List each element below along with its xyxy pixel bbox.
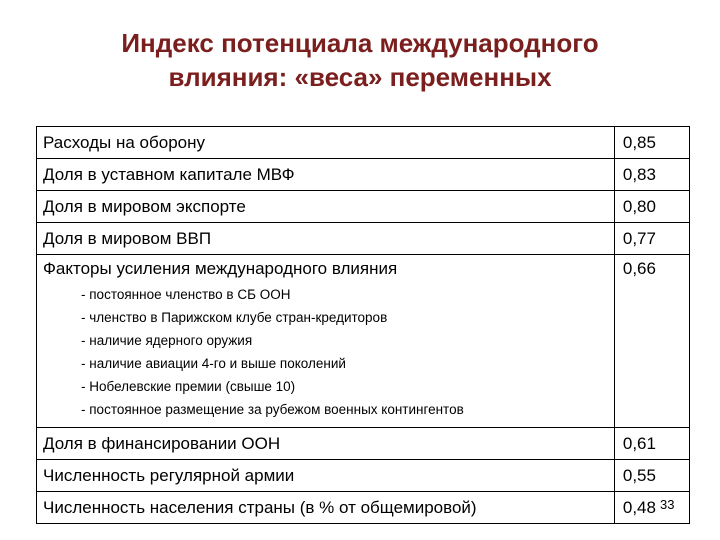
page-number: 33 bbox=[660, 497, 675, 512]
factors-label: Факторы усиления международного влияния bbox=[43, 259, 398, 278]
row-value: 0,55 bbox=[614, 460, 689, 492]
row-label: Численность регулярной армии bbox=[37, 460, 615, 492]
row-value: 0,77 bbox=[614, 223, 689, 255]
factors-value-cell bbox=[614, 255, 689, 428]
factors-cell bbox=[37, 255, 615, 428]
row-label: Численность населения страны (в % от общемировой) bbox=[37, 492, 615, 524]
table-row bbox=[37, 159, 690, 191]
row-value: 0,61 bbox=[614, 428, 689, 460]
title-line-1: Индекс потенциала международного bbox=[121, 28, 599, 58]
row-value: 0,80 bbox=[614, 191, 689, 223]
list-item: - постоянное размещение за рубежом военных контингентов bbox=[81, 402, 464, 417]
table-row bbox=[37, 127, 690, 159]
row-value: 0,83 bbox=[614, 159, 689, 191]
row-label: Расходы на оборону bbox=[37, 127, 615, 159]
table-row bbox=[37, 492, 690, 524]
row-label: Доля в финансировании ООН bbox=[37, 428, 615, 460]
weights-table bbox=[36, 126, 690, 524]
table-row bbox=[37, 460, 690, 492]
list-item: - наличие авиации 4-го и выше поколений bbox=[81, 356, 346, 371]
table-row bbox=[37, 223, 690, 255]
row-value: 0,85 bbox=[614, 127, 689, 159]
slide-title bbox=[0, 26, 720, 94]
row-label: Доля в мировом ВВП bbox=[37, 223, 615, 255]
list-item: - Нобелевские премии (свыше 10) bbox=[81, 379, 296, 394]
row-label: Доля в уставном капитале МВФ bbox=[37, 159, 615, 191]
row-label: Доля в мировом экспорте bbox=[37, 191, 615, 223]
list-item: - членство в Парижском клубе стран-кредиторов bbox=[81, 310, 388, 325]
table-row bbox=[37, 191, 690, 223]
table-row bbox=[37, 428, 690, 460]
list-item: - наличие ядерного оружия bbox=[81, 333, 253, 348]
title-line-2: влияния: «веса» переменных bbox=[168, 62, 552, 92]
factors-value: 0,66 bbox=[622, 259, 656, 278]
row-value: 0,48 bbox=[614, 492, 689, 524]
factors-row bbox=[37, 255, 690, 428]
list-item: - постоянное членство в СБ ООН bbox=[81, 287, 291, 302]
factors-list bbox=[43, 283, 608, 421]
